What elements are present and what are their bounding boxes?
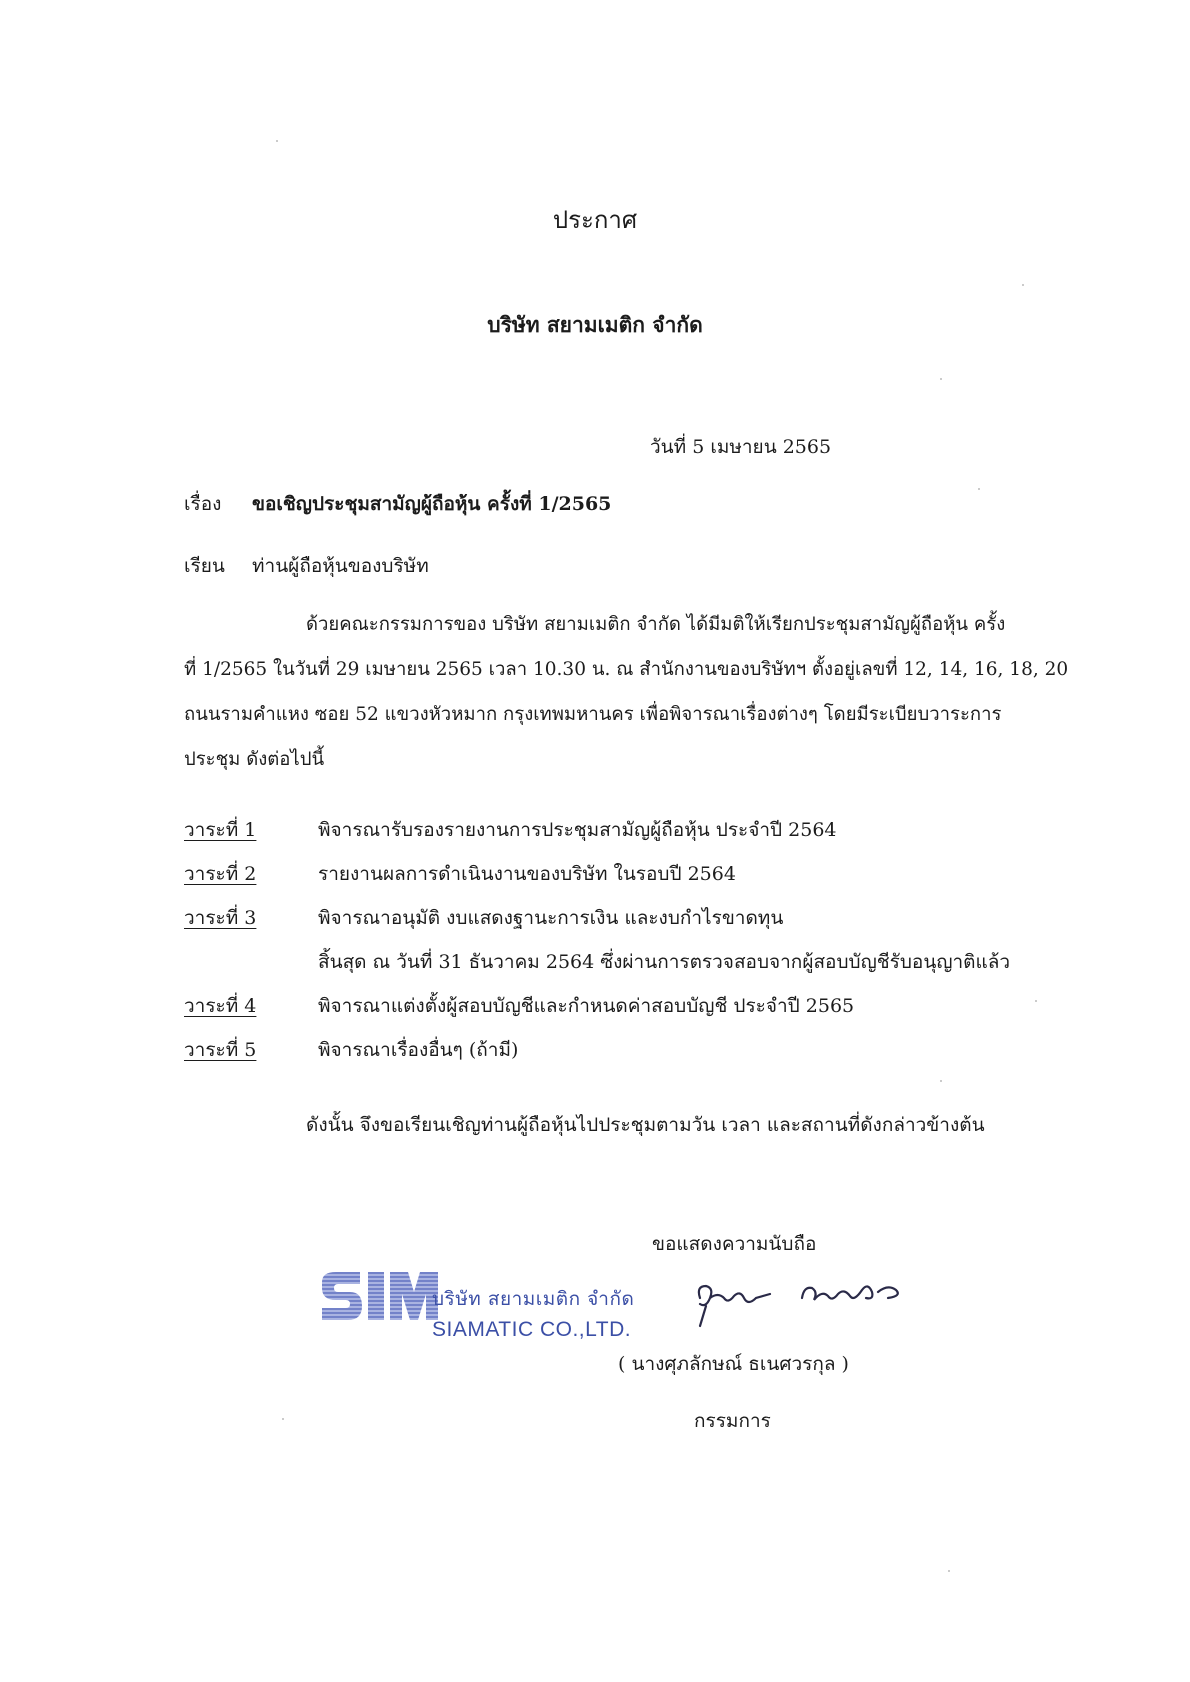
recipient-text: ท่านผู้ถือหุ้นของบริษัท [252,555,429,577]
scan-speck [276,140,278,142]
scan-speck [1022,284,1024,286]
body-line: ถนนรามคำแหง ซอย 52 แขวงหัวหมาก กรุงเทพมหานคร เพื่อพิจารณาเรื่องต่างๆ โดยมีระเบียบวาระการ [184,704,1002,725]
scan-speck [282,1418,284,1420]
stamp-thai-text: บริษัท สยามเมติก จำกัด [432,1288,635,1310]
document-title: ประกาศ [552,206,638,234]
scan-speck [940,378,942,380]
stamp-english-text: SIAMATIC CO.,LTD. [432,1318,632,1341]
regards-text: ขอแสดงความนับถือ [652,1233,817,1255]
scan-speck [1035,1000,1037,1002]
recipient-label: เรียน [184,555,225,577]
agenda-label-2: วาระที่ 2 [184,863,257,885]
signer-position: กรรมการ [694,1410,771,1432]
scan-speck [940,1080,942,1082]
agenda-text-5: พิจารณาเรื่องอื่นๆ (ถ้ามี) [318,1039,519,1061]
scan-speck [978,488,980,490]
body-line: ด้วยคณะกรรมการของ บริษัท สยามเมติก จำกัด ได้มีมติให้เรียกประชุมสามัญผู้ถือหุ้น ครั้ง [306,614,1006,635]
handwritten-signature [692,1268,932,1338]
agenda-label-1: วาระที่ 1 [184,819,257,841]
closing-paragraph: ดังนั้น จึงขอเรียนเชิญท่านผู้ถือหุ้นไปประชุมตามวัน เวลา และสถานที่ดังกล่าวข้างต้น [306,1114,985,1136]
subject-label: เรื่อง [184,493,222,515]
signer-name: ( นางศุภลักษณ์ ธเนศวรกุล ) [618,1353,849,1375]
agenda-text-2: รายงานผลการดำเนินงานของบริษัท ในรอบปี 2564 [318,863,736,885]
subject-text: ขอเชิญประชุมสามัญผู้ถือหุ้น ครั้งที่ 1/2565 [252,493,612,515]
agenda-text-4: พิจารณาแต่งตั้งผู้สอบบัญชีและกำหนดค่าสอบบัญชี ประจำปี 2565 [318,995,855,1017]
document-date: วันที่ 5 เมษายน 2565 [650,436,832,458]
scan-speck [948,1570,950,1572]
agenda-label-3: วาระที่ 3 [184,907,257,929]
company-name: บริษัท สยามเมติก จำกัด [487,312,703,337]
agenda-text-3: พิจารณาอนุมัติ งบแสดงฐานะการเงิน และงบกำไรขาดทุน [318,907,784,929]
body-line: ประชุม ดังต่อไปนี้ [184,749,325,770]
agenda-text-3-continued: สิ้นสุด ณ วันที่ 31 ธันวาคม 2564 ซึ่งผ่านการตรวจสอบจากผู้สอบบัญชีรับอนุญาติแล้ว [318,951,1011,973]
body-line: ที่ 1/2565 ในวันที่ 29 เมษายน 2565 เวลา 10.30 น. ณ สำนักงานของบริษัทฯ ตั้งอยู่เลขที่ 12, 14, 16, 18, 20 [184,659,1069,680]
agenda-label-4: วาระที่ 4 [184,995,257,1017]
agenda-text-1: พิจารณารับรองรายงานการประชุมสามัญผู้ถือหุ้น ประจำปี 2564 [318,819,837,841]
agenda-label-5: วาระที่ 5 [184,1039,257,1061]
